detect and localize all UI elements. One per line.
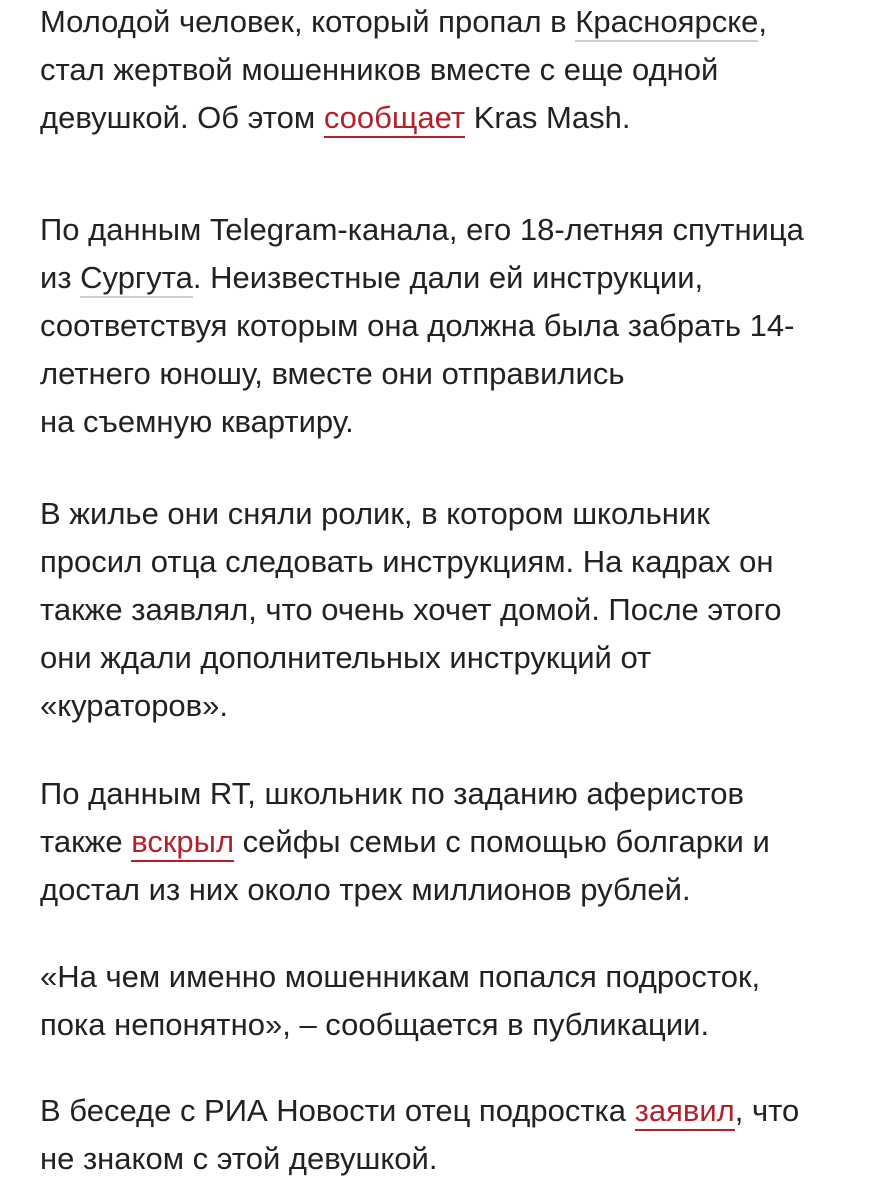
paragraph-5-quote	[40, 953, 840, 1049]
text-line: «На чем именно мошенникам попался подросток,	[40, 959, 761, 994]
text-line	[40, 818, 840, 866]
text-fragment: Kras Mash.	[465, 100, 631, 135]
text-line	[40, 1087, 840, 1135]
text-fragment: В беседе с РИА Новости отец подростка	[40, 1093, 635, 1128]
text-fragment: из	[40, 260, 81, 295]
text-fragment: сейфы семьи с помощью болгарки и	[234, 824, 770, 859]
text-line	[40, 0, 840, 46]
text-line: стал жертвой мошенников вместе с еще одной	[40, 52, 719, 87]
paragraph-4	[40, 770, 840, 914]
text-line	[40, 254, 840, 302]
text-line: летнего юношу, вместе они отправились	[40, 356, 625, 391]
text-fragment: ,	[758, 4, 767, 39]
link-source-kras-mash[interactable]: сообщает	[324, 100, 465, 138]
paragraph-3	[40, 490, 840, 730]
link-source-opened-safes[interactable]: вскрыл	[131, 824, 234, 862]
text-fragment: , что	[734, 1093, 800, 1128]
text-fragment: Молодой человек, который пропал в	[40, 4, 576, 39]
text-line: не знаком с этой девушкой.	[40, 1141, 438, 1176]
text-line: пока непонятно», – сообщается в публикации.	[40, 1007, 710, 1042]
text-line: также заявлял, что очень хочет домой. После этого	[40, 592, 782, 627]
link-source-father-statement[interactable]: заявил	[635, 1093, 735, 1131]
text-line: просил отца следовать инструкциям. На кадрах он	[40, 544, 774, 579]
text-line: соответствуя которым она должна была забрать 14-	[40, 308, 795, 343]
text-line: По данным RT, школьник по заданию аферистов	[40, 776, 744, 811]
text-fragment: также	[40, 824, 132, 859]
text-line: достал из них около трех миллионов рублей.	[40, 872, 691, 907]
text-line: «кураторов».	[40, 688, 228, 723]
text-line: В жилье они сняли ролик, в котором школьник	[40, 496, 710, 531]
text-line: на съемную квартиру.	[40, 404, 354, 439]
text-line: По данным Telegram-канала, его 18-летняя спутница	[40, 212, 804, 247]
paragraph-1	[40, 0, 840, 142]
link-krasnoyarsk[interactable]: Красноярске	[575, 4, 758, 42]
text-fragment: . Неизвестные дали ей инструкции,	[192, 260, 704, 295]
text-fragment: девушкой. Об этом	[40, 100, 324, 135]
text-line: они ждали дополнительных инструкций от	[40, 640, 652, 675]
link-surgut[interactable]: Сургута	[80, 260, 193, 298]
text-line	[40, 94, 840, 142]
paragraph-6	[40, 1087, 840, 1183]
paragraph-2	[40, 206, 840, 446]
